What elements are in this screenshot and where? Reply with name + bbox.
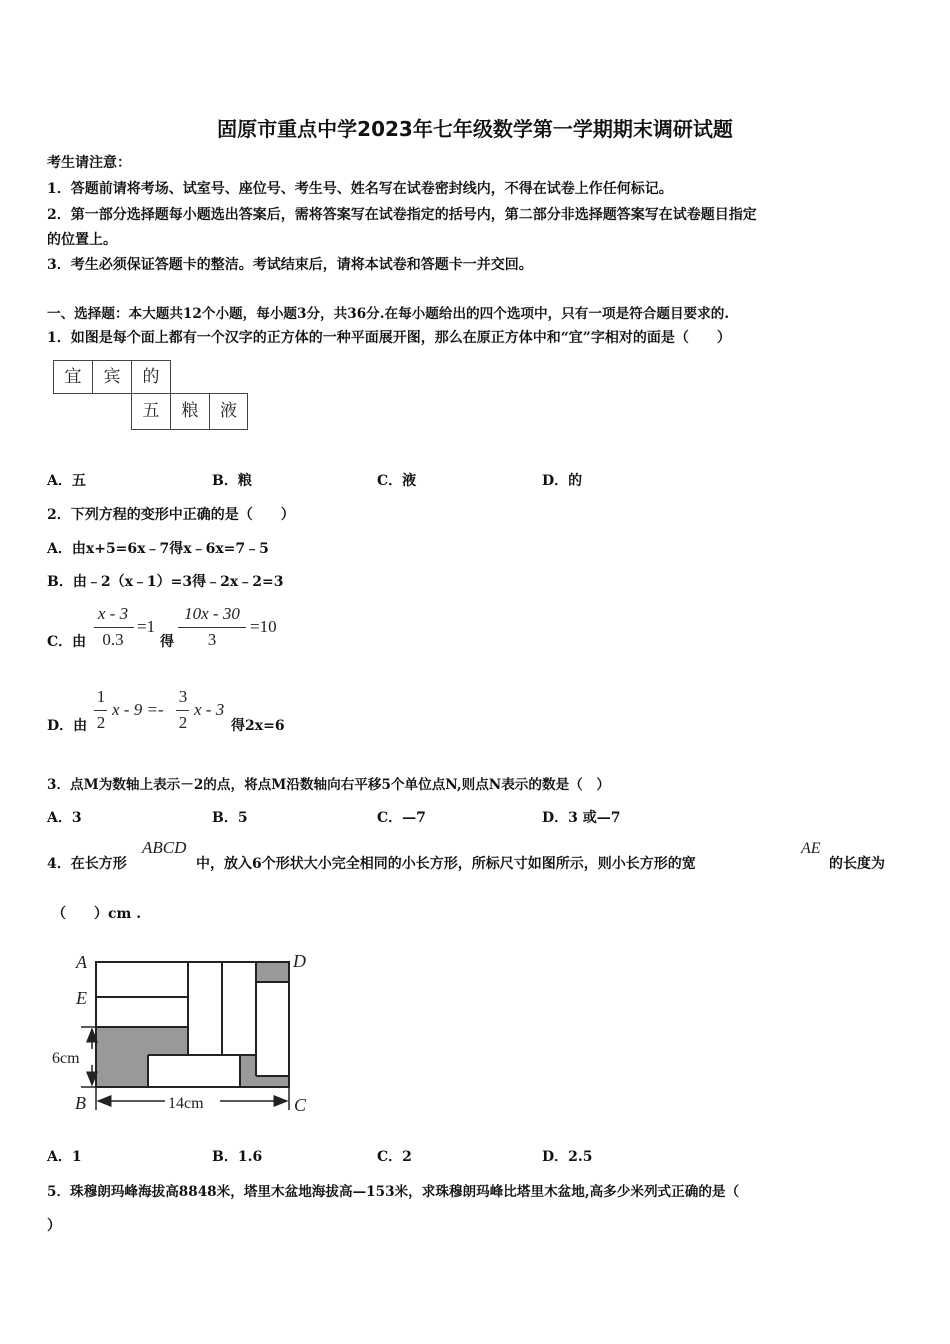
rect-label-abcd: ABCD: [142, 838, 187, 857]
q4-option-c[interactable]: C．2: [377, 1149, 412, 1165]
section-heading: 一、选择题：本大题共12个小题，每小题3分，共36分.在每小题给出的四个选项中，只有一项是符合题目要求的.: [47, 306, 730, 322]
q2-stem: 2．下列方程的变形中正确的是（ ）: [47, 507, 295, 523]
net-cell: 的: [131, 360, 171, 394]
q1-option-b[interactable]: B．粮: [212, 473, 252, 489]
notice-item: 1．答题前请将考场、试室号、座位号、考生号、姓名写在试卷密封线内，不得在试卷上作任何标记。: [47, 181, 673, 197]
q1-option-a[interactable]: A．五: [47, 473, 86, 489]
q3-option-c[interactable]: C．—7: [377, 810, 426, 826]
fraction-numerator: x - 3: [97, 604, 129, 623]
equation-text: x - 9 =-: [112, 700, 164, 719]
fraction-numerator: 10x - 30: [184, 604, 240, 623]
q2-c-prefix: C．由: [47, 634, 87, 650]
net-cell: 宾: [92, 360, 132, 394]
q3-option-a[interactable]: A．3: [47, 810, 82, 826]
fraction-denominator: 0.3: [102, 630, 124, 649]
shaded-region: [240, 1055, 289, 1087]
q4-stem-middle: 中，放入6个形状大小完全相同的小长方形，所标尺寸如图所示，则小长方形的宽: [196, 856, 696, 872]
fraction-denominator: 2: [178, 713, 188, 732]
vertex-label-a: A: [76, 952, 87, 972]
width-label: 14cm: [168, 1095, 204, 1112]
q4-option-b[interactable]: B．1.6: [212, 1149, 263, 1165]
q3-option-b[interactable]: B．5: [212, 810, 248, 826]
fraction-bar: [176, 710, 189, 711]
fraction-bar: [178, 627, 246, 628]
vertex-label-b: B: [75, 1093, 86, 1113]
shaded-region: [256, 962, 289, 982]
q5-stem: 5．珠穆朗玛峰海拔高8848米，塔里木盆地海拔高—153米，求珠穆朗玛峰比塔里木盆地,高多少米列式正确的是（: [47, 1184, 740, 1200]
net-cell: 宜: [53, 360, 93, 394]
q2-d-suffix: 得2x=6: [231, 718, 285, 734]
equals-text: =10: [250, 617, 277, 636]
q1-option-c[interactable]: C．液: [377, 473, 417, 489]
fraction-bar: [94, 710, 107, 711]
notice-heading: 考生请注意：: [47, 155, 131, 171]
q4-option-d[interactable]: D．2.5: [542, 1149, 593, 1165]
net-cell: 五: [131, 393, 171, 430]
notice-item: 2．第一部分选择题每小题选出答案后，需将答案写在试卷指定的括号内，第二部分非选择题答案写在试卷题目指定: [47, 207, 757, 223]
notice-item: 3．考生必须保证答题卡的整洁。考试结束后，请将本试卷和答题卡一并交回。: [47, 257, 533, 273]
q3-stem: 3．点M为数轴上表示－2的点，将点M沿数轴向右平移5个单位点N,则点N表示的数是（ ）: [47, 777, 610, 793]
fraction-denominator: 2: [96, 713, 106, 732]
fraction-numerator: 1: [96, 687, 106, 706]
q4-stem-end: 的长度为: [829, 856, 885, 872]
vertex-label-d: D: [293, 951, 306, 971]
q2-c-mid: 得: [160, 634, 174, 650]
segment-label-ae: AE: [801, 840, 821, 857]
q3-option-d[interactable]: D．3 或—7: [542, 810, 621, 826]
q1-option-d[interactable]: D．的: [542, 473, 583, 489]
q2-option-a[interactable]: A．由x+5=6x﹣7得x﹣6x=7﹣5: [47, 541, 269, 557]
shaded-region: [96, 1027, 188, 1087]
notice-item: 的位置上。: [47, 232, 117, 248]
page-title: 固原市重点中学2023年七年级数学第一学期期末调研试题: [217, 117, 733, 141]
vertex-label-c: C: [294, 1095, 307, 1115]
q4-stem-start: 4．在长方形: [47, 856, 127, 872]
equation-text: x - 3: [194, 700, 225, 719]
net-cell: 粮: [170, 393, 210, 430]
q4-option-a[interactable]: A．1: [47, 1149, 82, 1165]
q4-stem-line2: （ ）cm .: [52, 906, 142, 922]
height-label: 6cm: [52, 1050, 80, 1067]
net-cell: 液: [209, 393, 248, 430]
fraction-bar: [94, 627, 134, 628]
point-label-e: E: [76, 988, 87, 1008]
fraction-numerator: 3: [178, 687, 188, 706]
q5-stem-line2: ）: [47, 1218, 61, 1234]
rectangle-diagram: [45, 945, 325, 1125]
q2-option-b[interactable]: B．由﹣2（x﹣1）=3得﹣2x﹣2=3: [47, 574, 284, 590]
q2-d-prefix: D．由: [47, 718, 88, 734]
equals-text: =1: [137, 617, 156, 636]
q1-stem: 1．如图是每个面上都有一个汉字的正方体的一种平面展开图，那么在原正方体中和“宜”字相对的面是（ ）: [47, 330, 731, 346]
fraction-denominator: 3: [207, 630, 217, 649]
